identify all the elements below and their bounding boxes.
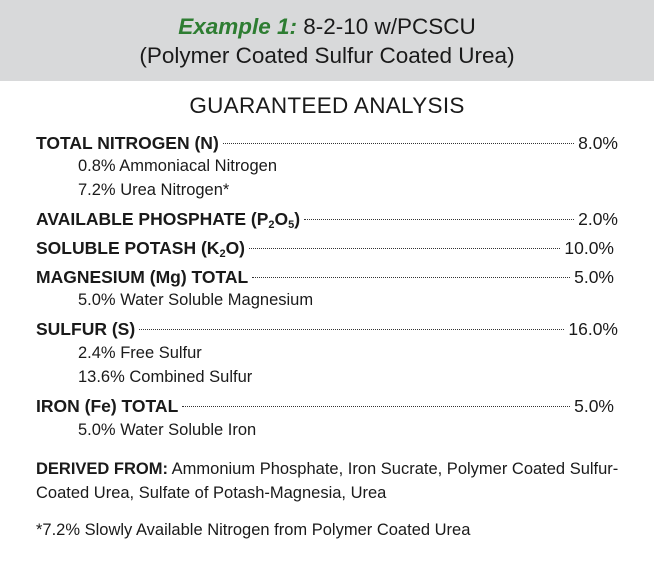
total-nitrogen-row bbox=[36, 131, 618, 155]
phosphate-sub-2: 2 bbox=[268, 219, 275, 231]
phosphate-name bbox=[36, 207, 300, 231]
dot-leader bbox=[182, 406, 570, 407]
phosphate-sub-5: 5 bbox=[288, 219, 295, 231]
phosphate-oxygen: O bbox=[274, 209, 289, 229]
derived-from-label: DERIVED FROM: bbox=[36, 460, 168, 478]
derived-from bbox=[36, 457, 626, 505]
magnesium-name: MAGNESIUM (Mg) TOTAL bbox=[36, 267, 249, 287]
free-sulfur: 2.4% Free Sulfur bbox=[78, 344, 202, 362]
phosphate-name-suffix: ) bbox=[294, 209, 301, 229]
dot-leader bbox=[304, 219, 574, 220]
example-label: Example 1: bbox=[178, 14, 297, 39]
iron-row bbox=[36, 394, 614, 418]
water-soluble-magnesium: 5.0% Water Soluble Magnesium bbox=[78, 291, 314, 309]
guaranteed-analysis-heading: GUARANTEED ANALYSIS bbox=[189, 93, 465, 118]
title-banner bbox=[0, 0, 654, 81]
iron-value: 5.0% bbox=[574, 396, 614, 416]
sulfur-value: 16.0% bbox=[568, 319, 618, 339]
derived-from-text: Ammonium Phosphate, Iron Sucrate, Polymer Coated Sulfur-Coated Urea, Sulfate of Potash-Magnesia, Urea bbox=[36, 460, 619, 502]
total-nitrogen-value: 8.0% bbox=[578, 133, 618, 153]
sulfur-row bbox=[36, 317, 618, 341]
ammoniacal-nitrogen: 0.8% Ammoniacal Nitrogen bbox=[78, 157, 278, 175]
magnesium-value: 5.0% bbox=[574, 267, 614, 287]
banner-subtitle: (Polymer Coated Sulfur Coated Urea) bbox=[139, 43, 515, 68]
footnote: *7.2% Slowly Available Nitrogen from Polymer Coated Urea bbox=[36, 521, 471, 539]
phosphate-name-prefix: AVAILABLE PHOSPHATE (P bbox=[36, 209, 269, 229]
magnesium-row bbox=[36, 265, 614, 289]
dot-leader bbox=[223, 143, 574, 144]
dot-leader bbox=[249, 248, 560, 249]
iron-name: IRON (Fe) TOTAL bbox=[36, 396, 179, 416]
banner-title bbox=[0, 13, 654, 41]
urea-nitrogen: 7.2% Urea Nitrogen* bbox=[78, 181, 230, 199]
phosphate-row bbox=[36, 207, 618, 231]
total-nitrogen-name: TOTAL NITROGEN (N) bbox=[36, 133, 219, 153]
potash-sub-2: 2 bbox=[219, 248, 226, 260]
combined-sulfur: 13.6% Combined Sulfur bbox=[78, 368, 253, 386]
potash-name-suffix: O) bbox=[225, 238, 246, 258]
dot-leader bbox=[252, 277, 570, 278]
sulfur-name: SULFUR (S) bbox=[36, 319, 136, 339]
potash-row bbox=[36, 236, 614, 260]
potash-name bbox=[36, 236, 245, 260]
dot-leader bbox=[139, 329, 564, 330]
water-soluble-iron: 5.0% Water Soluble Iron bbox=[78, 421, 257, 439]
potash-value: 10.0% bbox=[564, 238, 614, 258]
potash-name-prefix: SOLUBLE POTASH (K bbox=[36, 238, 220, 258]
product-grade: 8-2-10 w/PCSCU bbox=[297, 14, 476, 39]
phosphate-value: 2.0% bbox=[578, 209, 618, 229]
